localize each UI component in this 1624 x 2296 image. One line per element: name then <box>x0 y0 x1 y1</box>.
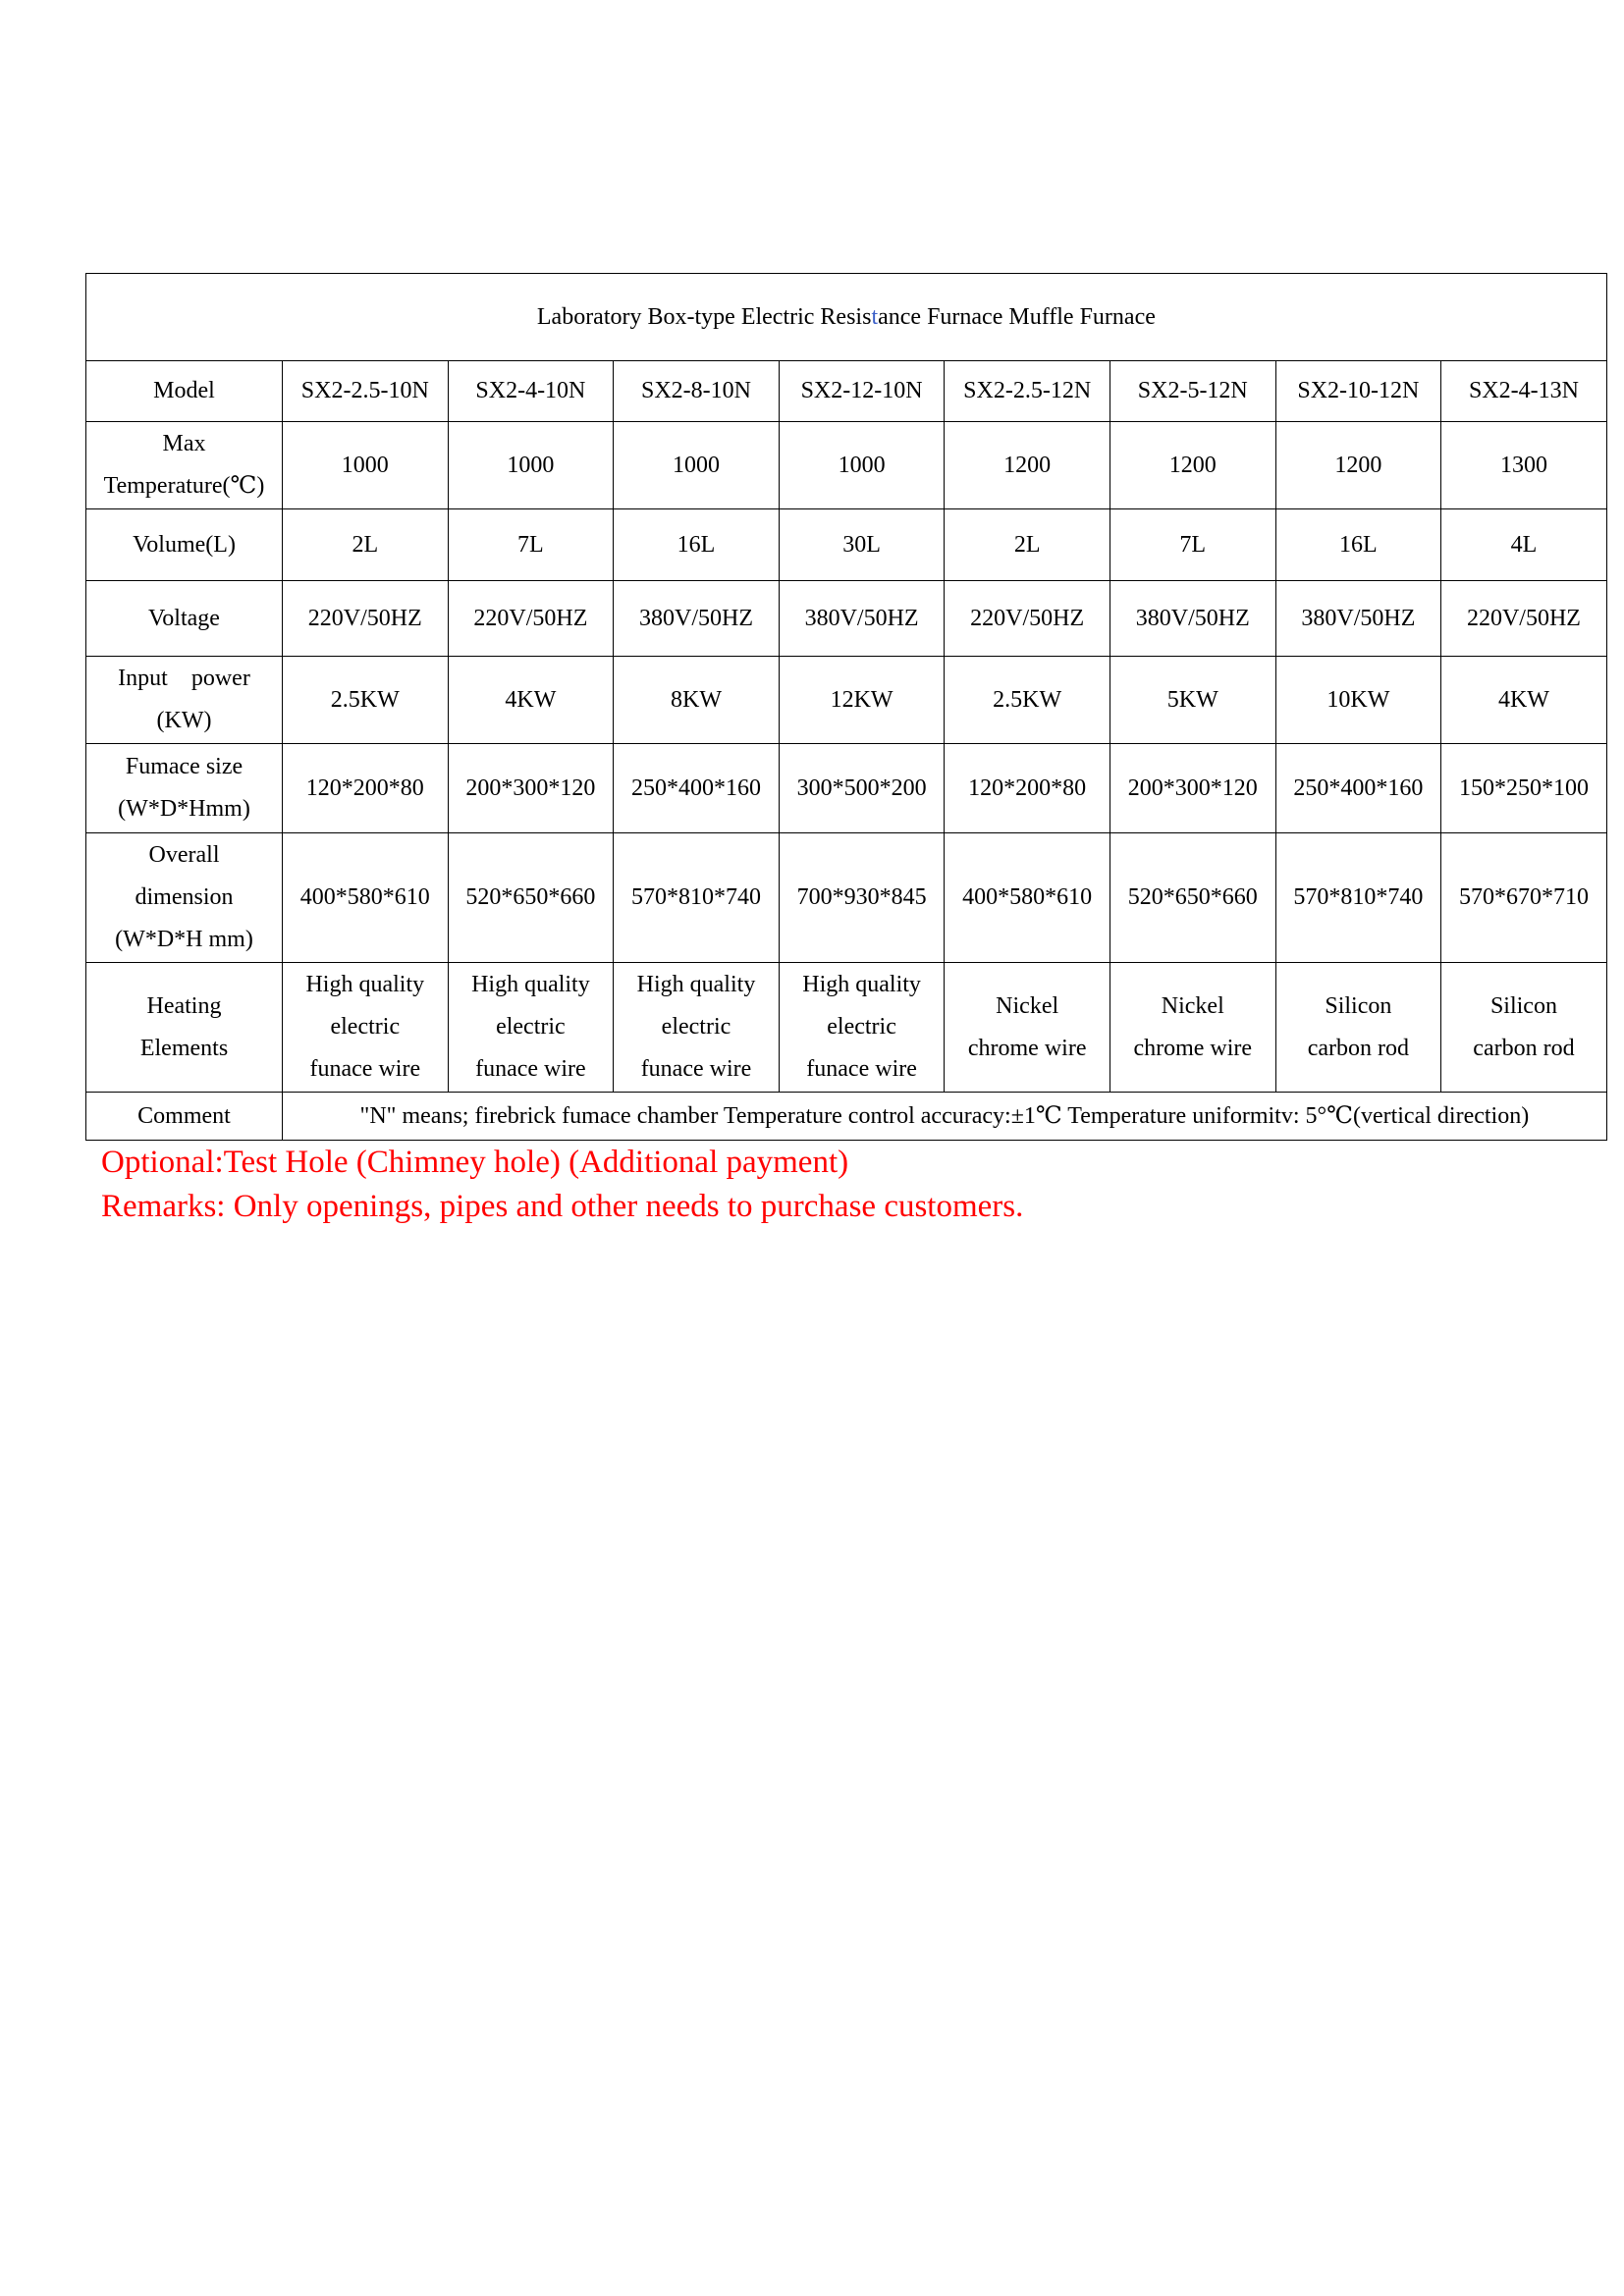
notes <box>101 1141 1023 1229</box>
table-row-max-temp <box>86 422 1607 509</box>
table-cell: 1200 <box>945 422 1110 509</box>
table-cell: Silicon carbon rod <box>1441 963 1607 1093</box>
table-cell: 400*580*610 <box>283 833 449 963</box>
table-row-voltage <box>86 581 1607 657</box>
table-cell: SX2-5-12N <box>1110 361 1275 422</box>
table-cell: Silicon carbon rod <box>1275 963 1441 1093</box>
title-row <box>86 274 1607 361</box>
table-cell: 570*670*710 <box>1441 833 1607 963</box>
table-cell: 2L <box>945 509 1110 581</box>
table-cell: 1000 <box>779 422 945 509</box>
table-cell: SX2-12-10N <box>779 361 945 422</box>
table-cell: 520*650*660 <box>448 833 614 963</box>
table-cell: SX2-4-10N <box>448 361 614 422</box>
table-cell: SX2-2.5-12N <box>945 361 1110 422</box>
title-part-1: Laboratory Box-type Electric Resis <box>536 303 872 330</box>
table-cell: 570*810*740 <box>614 833 780 963</box>
table-cell: 2.5KW <box>945 657 1110 744</box>
table-cell: 2.5KW <box>283 657 449 744</box>
row-label: Fumace size (W*D*Hmm) <box>86 744 283 833</box>
table-cell: 8KW <box>614 657 780 744</box>
row-label: Input power (KW) <box>86 657 283 744</box>
table-cell: 4L <box>1441 509 1607 581</box>
remarks-note: Remarks: Only openings, pipes and other needs to purchase customers. <box>101 1189 1024 1224</box>
title-highlight-letter: t <box>871 303 879 330</box>
table-cell: High quality electric funace wire <box>779 963 945 1093</box>
table-cell: 4KW <box>448 657 614 744</box>
table-cell: SX2-8-10N <box>614 361 780 422</box>
table-cell: 220V/50HZ <box>945 581 1110 657</box>
row-label: Overall dimension (W*D*H mm) <box>86 833 283 963</box>
table-cell: 380V/50HZ <box>1275 581 1441 657</box>
table-cell: 7L <box>448 509 614 581</box>
table-cell: 250*400*160 <box>1275 744 1441 833</box>
table-cell: 220V/50HZ <box>448 581 614 657</box>
row-label: Model <box>86 361 283 422</box>
table-row-comment <box>86 1093 1607 1141</box>
table-cell: 1000 <box>614 422 780 509</box>
table-cell: 1200 <box>1110 422 1275 509</box>
table-cell: 10KW <box>1275 657 1441 744</box>
table-cell: 380V/50HZ <box>779 581 945 657</box>
spec-table-body <box>86 274 1607 1141</box>
row-label: Voltage <box>86 581 283 657</box>
table-row-heating-elements <box>86 963 1607 1093</box>
table-cell: 12KW <box>779 657 945 744</box>
table-cell: 1300 <box>1441 422 1607 509</box>
table-cell: 380V/50HZ <box>614 581 780 657</box>
table-cell: 16L <box>1275 509 1441 581</box>
table-cell: High quality electric funace wire <box>283 963 449 1093</box>
table-cell: 400*580*610 <box>945 833 1110 963</box>
row-label: Comment <box>86 1093 283 1141</box>
table-cell: 1200 <box>1275 422 1441 509</box>
table-cell: 5KW <box>1110 657 1275 744</box>
table-cell: High quality electric funace wire <box>448 963 614 1093</box>
table-cell: SX2-10-12N <box>1275 361 1441 422</box>
table-cell: 30L <box>779 509 945 581</box>
table-cell: Nickel chrome wire <box>1110 963 1275 1093</box>
table-cell: 250*400*160 <box>614 744 780 833</box>
table-row-input-power <box>86 657 1607 744</box>
table-cell: 380V/50HZ <box>1110 581 1275 657</box>
table-cell: SX2-4-13N <box>1441 361 1607 422</box>
table-cell: 150*250*100 <box>1441 744 1607 833</box>
table-row-furnace-size <box>86 744 1607 833</box>
table-cell: 200*300*120 <box>1110 744 1275 833</box>
spec-sheet <box>85 273 1606 1141</box>
table-row-model <box>86 361 1607 422</box>
table-cell: 4KW <box>1441 657 1607 744</box>
title-part-2: ance Furnace Muffle Furnace <box>878 303 1156 330</box>
table-cell: 220V/50HZ <box>283 581 449 657</box>
table-cell: 2L <box>283 509 449 581</box>
table-cell: 120*200*80 <box>945 744 1110 833</box>
comment-text: "N" means; firebrick fumace chamber Temperature control accuracy:±1℃ Temperature uniformitv: 5°℃(vertical direction) <box>283 1093 1607 1141</box>
table-cell: 520*650*660 <box>1110 833 1275 963</box>
table-cell: 220V/50HZ <box>1441 581 1607 657</box>
table-cell: SX2-2.5-10N <box>283 361 449 422</box>
table-cell: 7L <box>1110 509 1275 581</box>
table-cell: 300*500*200 <box>779 744 945 833</box>
optional-note: Optional:Test Hole (Chimney hole) (Additional payment) <box>101 1145 849 1180</box>
table-cell: 700*930*845 <box>779 833 945 963</box>
table-cell: High quality electric funace wire <box>614 963 780 1093</box>
table-cell: 1000 <box>448 422 614 509</box>
table-cell: 200*300*120 <box>448 744 614 833</box>
spec-table <box>85 273 1607 1141</box>
table-title <box>86 274 1607 361</box>
table-cell: 1000 <box>283 422 449 509</box>
table-cell: Nickel chrome wire <box>945 963 1110 1093</box>
table-row-volume <box>86 509 1607 581</box>
table-cell: 570*810*740 <box>1275 833 1441 963</box>
row-label: Max Temperature(℃) <box>86 422 283 509</box>
table-cell: 16L <box>614 509 780 581</box>
table-row-overall-dimension <box>86 833 1607 963</box>
row-label: Heating Elements <box>86 963 283 1093</box>
table-cell: 120*200*80 <box>283 744 449 833</box>
row-label: Volume(L) <box>86 509 283 581</box>
